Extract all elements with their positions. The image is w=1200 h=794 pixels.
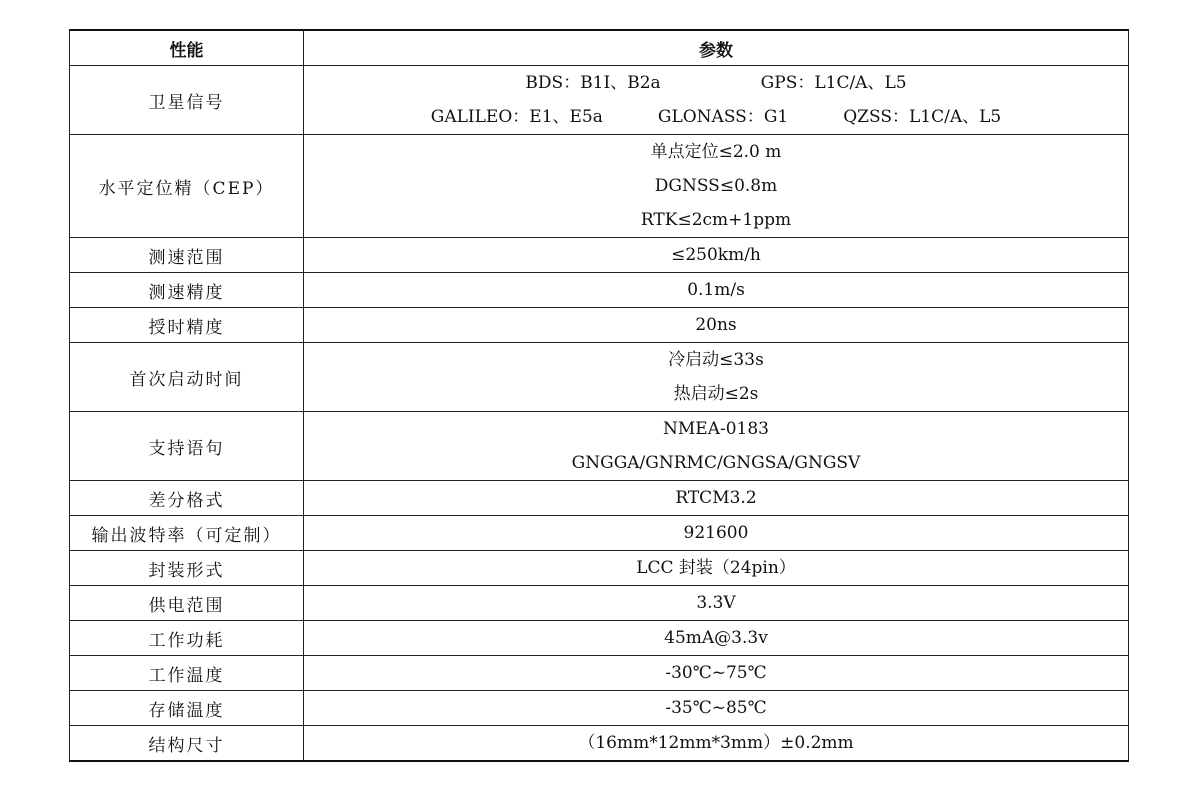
spec-value-cell [304, 66, 1129, 135]
table-row [70, 586, 1129, 621]
spec-label: 卫星信号 [70, 66, 304, 135]
spec-value: 0.1m/s [687, 280, 745, 300]
spec-value: NMEA-0183 [663, 419, 769, 439]
table-row [70, 551, 1129, 586]
spec-value: GPS：L1C/A、L5 [760, 73, 907, 93]
spec-label: 测速范围 [70, 238, 304, 273]
spec-value: ≤250km/h [671, 245, 761, 265]
table-row [70, 656, 1129, 691]
spec-value-line [304, 586, 1128, 620]
spec-value-line [304, 343, 1128, 377]
spec-value: 单点定位≤2.0 m [650, 142, 782, 162]
spec-label: 存储温度 [70, 691, 304, 726]
spec-value-cell [304, 586, 1129, 621]
spec-value-line [304, 273, 1128, 307]
spec-value-line [304, 621, 1128, 655]
spec-value-line [304, 66, 1128, 100]
spec-table-container [69, 29, 1129, 762]
spec-label: 结构尺寸 [70, 726, 304, 762]
table-row [70, 66, 1129, 135]
spec-value-cell [304, 273, 1129, 308]
spec-value: RTK≤2cm+1ppm [640, 210, 792, 230]
spec-label: 测速精度 [70, 273, 304, 308]
spec-value: GLONASS：G1 [657, 107, 789, 127]
table-row [70, 238, 1129, 273]
spec-value-cell [304, 516, 1129, 551]
spec-value-cell [304, 621, 1129, 656]
spec-value: BDS：B1I、B2a [525, 73, 661, 93]
spec-value: 冷启动≤33s [668, 350, 764, 370]
spec-value-line [304, 516, 1128, 550]
table-body [70, 66, 1129, 762]
spec-value-line [304, 691, 1128, 725]
table-row [70, 621, 1129, 656]
spec-label: 工作温度 [70, 656, 304, 691]
spec-table [69, 29, 1129, 762]
header-performance: 性能 [70, 30, 304, 66]
spec-value-line [304, 238, 1128, 272]
spec-value: 921600 [683, 523, 749, 543]
spec-label: 封装形式 [70, 551, 304, 586]
spec-value: -30℃~75℃ [665, 663, 767, 683]
spec-label: 工作功耗 [70, 621, 304, 656]
table-row [70, 308, 1129, 343]
spec-label: 授时精度 [70, 308, 304, 343]
spec-value: （16mm*12mm*3mm）±0.2mm [578, 733, 854, 753]
spec-label: 支持语句 [70, 412, 304, 481]
spec-label: 差分格式 [70, 481, 304, 516]
spec-value-line [304, 308, 1128, 342]
header-parameters: 参数 [304, 30, 1129, 66]
spec-value-line [304, 446, 1128, 480]
table-row [70, 726, 1129, 762]
spec-label: 输出波特率（可定制） [70, 516, 304, 551]
spec-value-line [304, 726, 1128, 760]
spec-value-cell [304, 726, 1129, 762]
spec-value-line [304, 656, 1128, 690]
spec-value-cell [304, 343, 1129, 412]
spec-value: RTCM3.2 [675, 488, 757, 508]
table-row [70, 343, 1129, 412]
spec-value: 热启动≤2s [673, 384, 759, 404]
spec-value: QZSS：L1C/A、L5 [843, 107, 1002, 127]
spec-value-cell [304, 656, 1129, 691]
spec-value-line [304, 481, 1128, 515]
spec-value: 3.3V [696, 593, 736, 613]
table-header-row [70, 30, 1129, 66]
spec-value-line [304, 412, 1128, 446]
table-row [70, 516, 1129, 551]
spec-label: 供电范围 [70, 586, 304, 621]
spec-value-cell [304, 551, 1129, 586]
spec-value-cell [304, 691, 1129, 726]
spec-value-line [304, 135, 1128, 169]
spec-value: DGNSS≤0.8m [654, 176, 778, 196]
spec-value-line [304, 100, 1128, 134]
table-row [70, 412, 1129, 481]
spec-value-cell [304, 412, 1129, 481]
spec-value: 20ns [695, 315, 737, 335]
spec-value-line [304, 551, 1128, 585]
spec-value: 45mA@3.3v [664, 628, 768, 648]
table-row [70, 273, 1129, 308]
spec-label: 水平定位精（CEP） [70, 135, 304, 238]
spec-value-line [304, 169, 1128, 203]
spec-value-cell [304, 238, 1129, 273]
spec-label: 首次启动时间 [70, 343, 304, 412]
table-row [70, 135, 1129, 238]
table-row [70, 691, 1129, 726]
spec-value: GNGGA/GNRMC/GNGSA/GNGSV [571, 453, 861, 473]
spec-value-cell [304, 308, 1129, 343]
spec-value: -35℃~85℃ [665, 698, 767, 718]
spec-value-cell [304, 135, 1129, 238]
spec-value-line [304, 203, 1128, 237]
spec-value-cell [304, 481, 1129, 516]
table-row [70, 481, 1129, 516]
spec-value: GALILEO：E1、E5a [430, 107, 603, 127]
spec-value-line [304, 377, 1128, 411]
spec-value: LCC 封装（24pin） [636, 558, 796, 578]
